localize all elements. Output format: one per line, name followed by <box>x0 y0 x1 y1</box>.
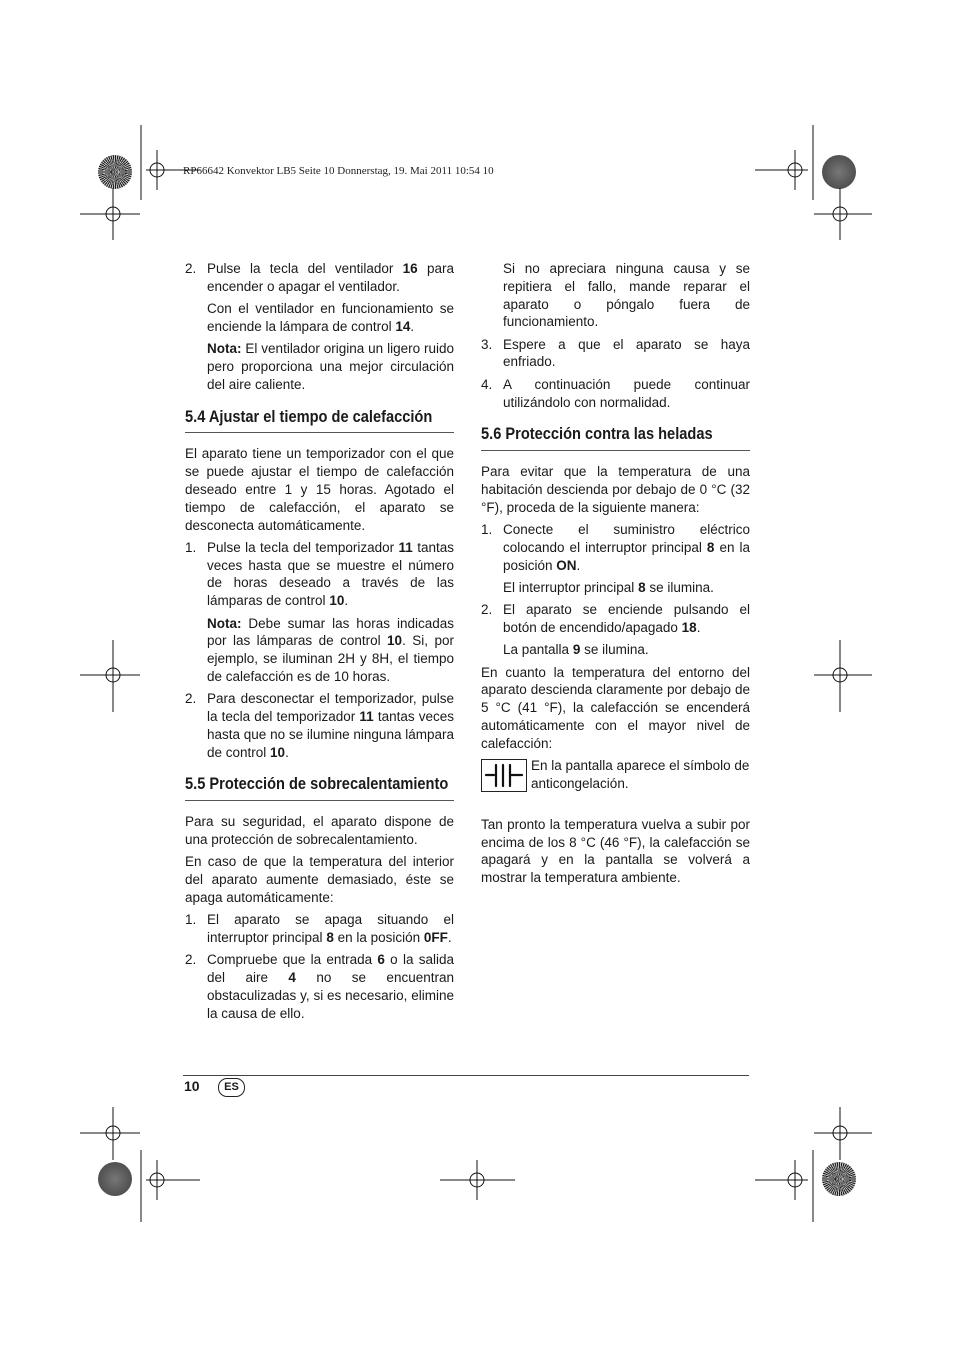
heading-rule <box>185 432 454 433</box>
note: Nota: El ventilador origina un ligero ruido pero proporciona una mejor circulación del aire caliente. <box>207 341 454 392</box>
paragraph: La pantalla 9 se ilumina. <box>503 642 649 658</box>
paragraph: Para su seguridad, el aparato dispone de una protección de sobrecalentamiento. <box>185 814 454 848</box>
list-item: 1. Conecte el suministro eléctrico colocando el interruptor principal 8 en la posición ON. <box>481 522 750 573</box>
paragraph: Tan pronto la temperatura vuelva a subir por encima de los 8 °C (46 °F), la calefacción se apagará y en la pantalla se volverá a mostrar la temperatura ambiente. <box>481 816 750 886</box>
list-item: 3. Espere a que el aparato se haya enfriado. <box>481 336 750 370</box>
heading-rule <box>185 800 454 801</box>
print-slug: RP66642 Konvektor LB5 Seite 10 Donnerstag, 19. Mai 2011 10:54 10 <box>183 165 494 177</box>
left-column <box>185 260 454 1027</box>
frost-protection-icon <box>481 759 527 792</box>
frost-symbol-text: En la pantalla aparece el símbolo de anticongelación. <box>531 758 750 791</box>
list-item: 2. Para desconectar el temporizador, pulse la tecla del temporizador 11 tantas veces hasta que no se ilumine ninguna lámpara de control 10. <box>185 691 454 760</box>
frost-symbol-row <box>481 757 750 793</box>
paragraph: Para evitar que la temperatura de una habitación descienda por debajo de 0 °C (32 °F), proceda de la siguiente manera: <box>481 464 750 515</box>
paragraph: Con el ventilador en funcionamiento se enciende la lámpara de control 14. <box>207 301 454 334</box>
note: Nota: Debe sumar las horas indicadas por las lámparas de control 10. Si, por ejemplo, se iluminan 2H y 8H, el tiempo de calefacción es de 10 horas. <box>207 615 454 684</box>
list-item: 2. Compruebe que la entrada 6 o la salida del aire 4 no se encuentran obstaculizadas y, si es necesario, elimine la causa de ello. <box>185 952 454 1021</box>
right-column <box>481 260 750 891</box>
language-badge: ES <box>218 1078 245 1097</box>
section-heading-5-4: 5.4 Ajustar el tiempo de calefacción <box>185 406 433 426</box>
paragraph: El aparato tiene un temporizador con el que se puede ajustar el tiempo de calefacción deseado entre 1 y 15 horas. Agotado el tiempo de calefacción, el aparato se desconecta automáticamente. <box>185 446 454 533</box>
paragraph: En caso de que la temperatura del interior del aparato aumente demasiado, éste se apaga automáticamente: <box>185 854 454 905</box>
page-number: 10 <box>184 1078 200 1094</box>
section-heading-5-5: 5.5 Protección de sobrecalentamiento <box>185 774 449 794</box>
heading-rule <box>481 450 750 451</box>
list-item: 1. El aparato se apaga situando el interruptor principal 8 en la posición 0FF. <box>185 912 454 945</box>
list-item: 1. Pulse la tecla del temporizador 11 tantas veces hasta que se muestre el número de horas deseado a través de las lámparas de control 10. <box>185 539 454 609</box>
list-item: 4. A continuación puede continuar utilizándolo con normalidad. <box>481 376 750 410</box>
paragraph: El interruptor principal 8 se ilumina. <box>503 579 714 595</box>
section-heading-5-6: 5.6 Protección contra las heladas <box>481 424 713 444</box>
paragraph: Si no apreciara ninguna causa y se repitiera el fallo, mande reparar el aparato o póngalo fuera de funcionamiento. <box>503 261 750 330</box>
paragraph: En cuanto la temperatura del entorno del aparato descienda claramente por debajo de 5 °C (41 °F), la calefacción se encenderá automáticamente con el mayor nivel de calefacción: <box>481 664 750 751</box>
footer-rule <box>183 1075 749 1076</box>
list-item: 2. Pulse la tecla del ventilador 16 para encender o apagar el ventilador. <box>185 261 454 294</box>
list-item: 2. El aparato se enciende pulsando el botón de encendido/apagado 18. <box>481 602 750 636</box>
